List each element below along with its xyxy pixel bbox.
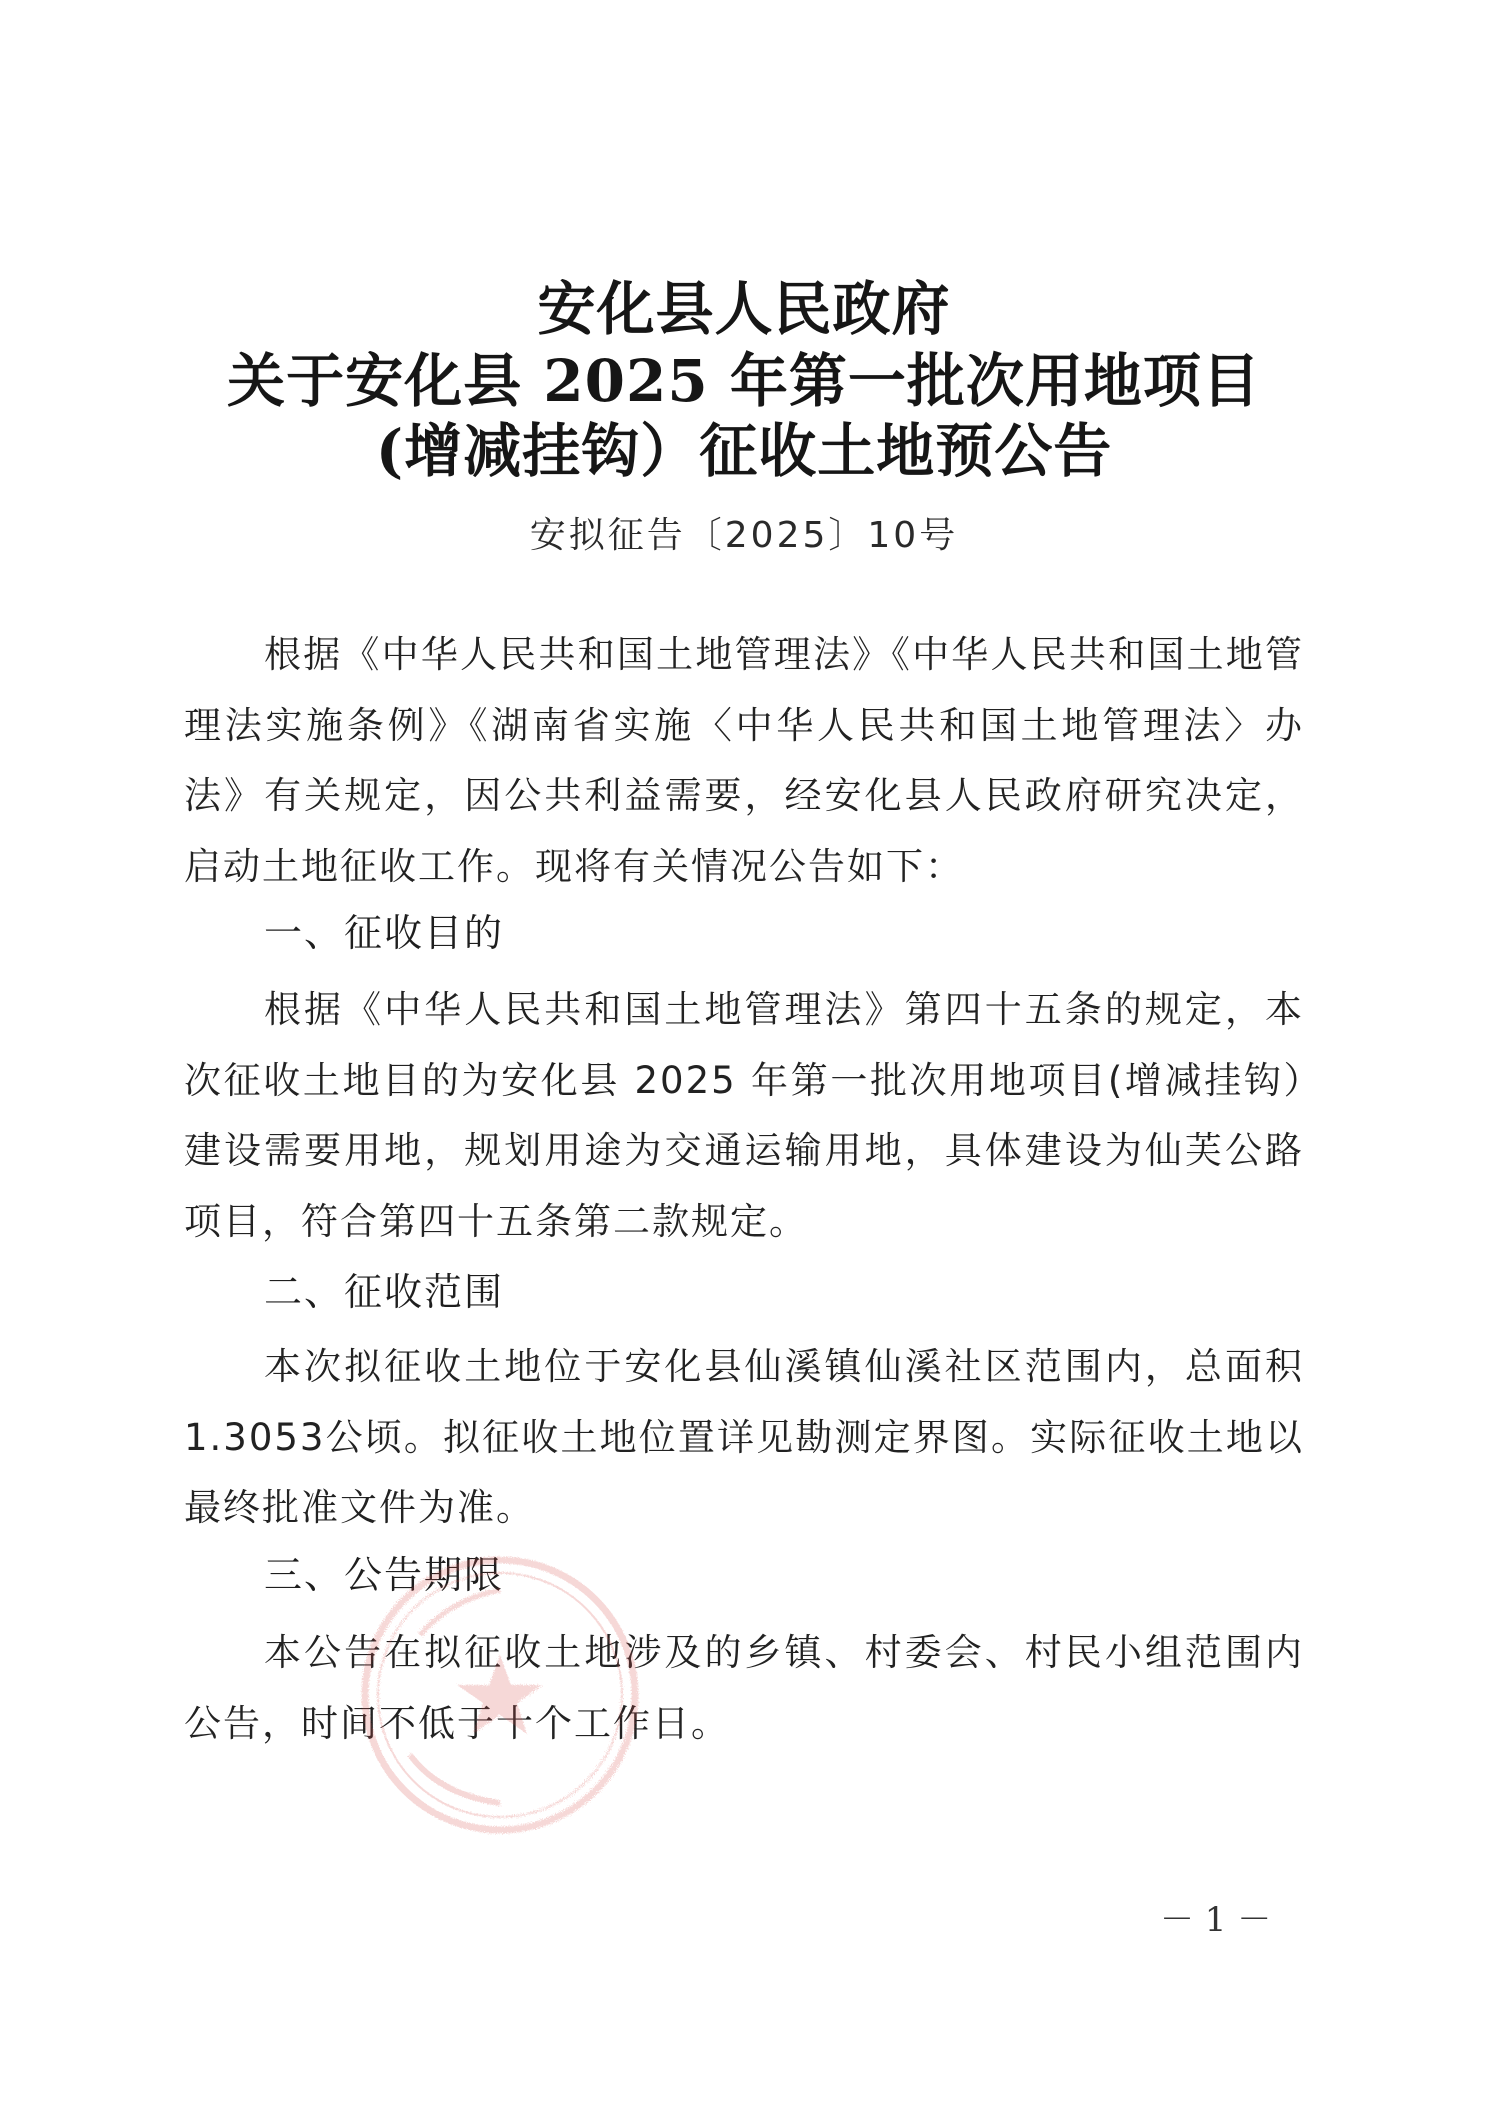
section-heading-scope: 二、征收范围	[264, 1270, 505, 1314]
page-number: － 1 －	[1160, 1900, 1272, 1940]
document-number: 安拟征告〔2025〕10号	[529, 515, 959, 556]
intro-paragraph: 根据《中华人民共和国土地管理法》《中华人民共和国土地管理法实施条例》《湖南省实施〈中华人民共和国土地管理法〉办法》有关规定，因公共利益需要，经安化县人民政府研究决定，启动土地征收工作。现将有关情况公告如下：	[184, 633, 1304, 888]
purpose-paragraph: 根据《中华人民共和国土地管理法》第四十五条的规定，本次征收土地目的为安化县 2025 年第一批次用地项目(增减挂钩）建设需要用地，规划用途为交通运输用地，具体建设为仙芙公路项目，符合第四十五条第二款规定。	[184, 988, 1304, 1243]
title-line-1: 安化县人民政府	[537, 275, 951, 343]
section-heading-period: 三、公告期限	[264, 1553, 505, 1597]
title-line-2: 关于安化县 2025 年第一批次用地项目	[227, 347, 1261, 415]
section-heading-purpose: 一、征收目的	[264, 911, 505, 955]
title-line-3: (增减挂钩）征收土地预公告	[375, 417, 1113, 485]
period-paragraph: 本公告在拟征收土地涉及的乡镇、村委会、村民小组范围内公告，时间不低于十个工作日。	[184, 1631, 1304, 1745]
scope-paragraph: 本次拟征收土地位于安化县仙溪镇仙溪社区范围内，总面积1.3053公顷。拟征收土地位置详见勘测定界图。实际征收土地以最终批准文件为准。	[184, 1345, 1304, 1529]
